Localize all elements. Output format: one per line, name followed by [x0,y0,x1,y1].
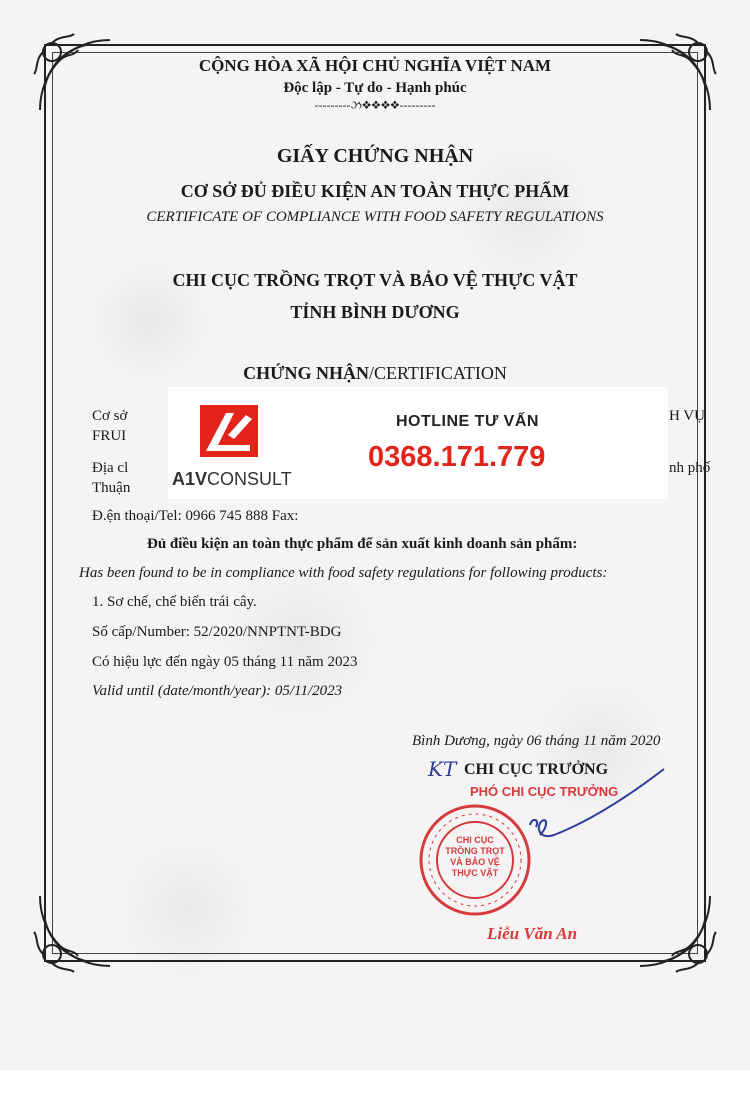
hotline-label: HOTLINE TƯ VẤN [396,413,539,430]
corner-ornament-icon [30,886,120,976]
seal-text: CHI CỤC TRỒNG TRỌT VÀ BẢO VỆ THỰC VẬT [445,835,505,878]
certificate-title: GIẤY CHỨNG NHẬN [276,145,474,167]
signatory-name: Liễu Văn An [487,924,578,943]
valid-until: Có hiệu lực đến ngày 05 tháng 11 năm 2023 [92,654,358,670]
facility-name-line2: FRUI [92,428,127,444]
certificate-title-english: CERTIFICATE OF COMPLIANCE WITH FOOD SAFETY REGULATIONS [146,209,604,225]
a1v-logo-icon [200,405,258,457]
signatory-title: CHI CỤC TRƯỞNG [464,761,609,778]
product-item: 1. Sơ chế, chế biến trái cây. [92,594,257,610]
address-line2: Thuận [92,480,131,496]
republic-heading: CỘNG HÒA XÃ HỘI CHỦ NGHĨA VIỆT NAM [198,56,552,75]
signing-date: Bình Dương, ngày 06 tháng 11 năm 2020 [412,733,661,749]
issuing-agency: CHI CỤC TRỒNG TRỌT VÀ BẢO VỆ THỰC VẬT [172,270,578,290]
certificate-subtitle: CƠ SỞ ĐỦ ĐIỀU KIỆN AN TOÀN THỰC PHẨM [180,181,570,201]
kt-mark: KT [428,757,457,781]
address-label: Địa cl [92,460,129,476]
corner-ornament-icon [630,886,720,976]
certificate-number: Số cấp/Number: 52/2020/NNPTNT-BDG [92,624,342,640]
motto: Độc lập - Tự do - Hạnh phúc [283,80,467,96]
address-tail: nh phố [669,460,711,476]
brand-rest: CONSULT [207,469,292,489]
deputy-title: PHÓ CHI CỤC TRƯỞNG [470,784,619,799]
certification-heading [0,363,750,384]
certification-heading-vi: CHỨNG NHẬN [243,363,369,383]
brand-mark: A1V [172,469,208,489]
hotline-banner [168,387,668,499]
certification-heading-en: /CERTIFICATION [368,363,507,383]
issuing-province: TỈNH BÌNH DƯƠNG [290,302,460,322]
brand-name [172,469,292,490]
valid-until-english: Valid until (date/month/year): 05/11/2023 [92,683,343,699]
handwritten-signature-icon [470,765,670,865]
hotline-number[interactable]: 0368.171.779 [368,441,546,473]
eligibility-statement: Đủ điều kiện an toàn thực phẩm để sản xuất kinh doanh sản phẩm: [147,536,578,552]
phone-line: Đ.ện thoại/Tel: 0966 745 888 Fax: [92,508,299,524]
facility-name-tail: H VỤ [669,408,705,424]
facility-label: Cơ sở [92,408,128,424]
motto-divider: ---------ઝ❖❖❖❖--------- [314,98,436,112]
eligibility-statement-english: Has been found to be in compliance with food safety regulations for following products: [79,565,608,581]
